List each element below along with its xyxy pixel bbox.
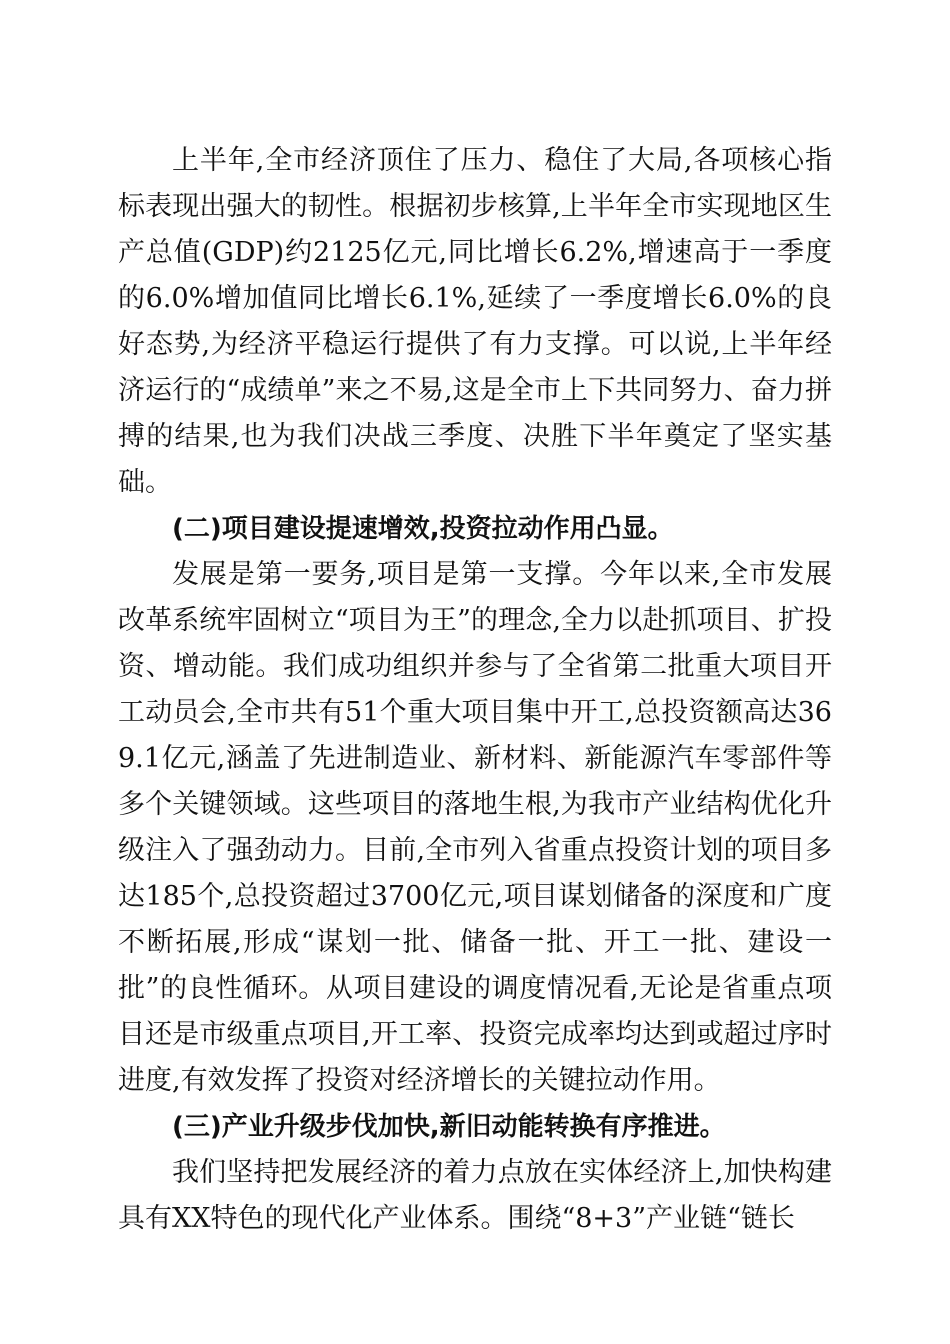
paragraph-economy-overview: 上半年,全市经济顶住了压力、稳住了大局,各项核心指标表现出强大的韧性。根据初步核算,上半年全市实现地区生产总值(GDP)约2125亿元,同比增长6.2%,增速高于一季度的6.0%增加值同比增长6.1%,延续了一季度增长6.0%的良好态势,为经济平稳运行提供了有力支撑。可以说,上半年经济运行的“成绩单”来之不易,这是全市上下共同努力、奋力拼搏的结果,也为我们决战三季度、决胜下半年奠定了坚实基础。 <box>118 145 832 498</box>
section-heading-projects: (二)项目建设提速增效,投资拉动作用凸显。 <box>172 514 674 544</box>
paragraph-industry-upgrade: 我们坚持把发展经济的着力点放在实体经济上,加快构建具有XX特色的现代化产业体系。围绕“8+3”产业链“链长 <box>118 1157 832 1234</box>
paragraph-project-construction: 发展是第一要务,项目是第一支撑。今年以来,全市发展改革系统牢固树立“项目为王”的理念,全力以赴抓项目、扩投资、增动能。我们成功组织并参与了全省第二批重大项目开工动员会,全市共有51个重大项目集中开工,总投资额高达369.1亿元,涵盖了先进制造业、新材料、新能源汽车零部件等多个关键领域。这些项目的落地生根,为我市产业结构优化升级注入了强劲动力。目前,全市列入省重点投资计划的项目多达185个,总投资超过3700亿元,项目谋划储备的深度和广度不断拓展,形成“谋划一批、储备一批、开工一批、建设一批”的良性循环。从项目建设的调度情况看,无论是省重点项目还是市级重点项目,开工率、投资完成率均达到或超过序时进度,有效发挥了投资对经济增长的关键拉动作用。 <box>118 559 832 1096</box>
section-heading-industry: (三)产业升级步伐加快,新旧动能转换有序推进。 <box>172 1112 726 1142</box>
document-body <box>118 138 832 1242</box>
